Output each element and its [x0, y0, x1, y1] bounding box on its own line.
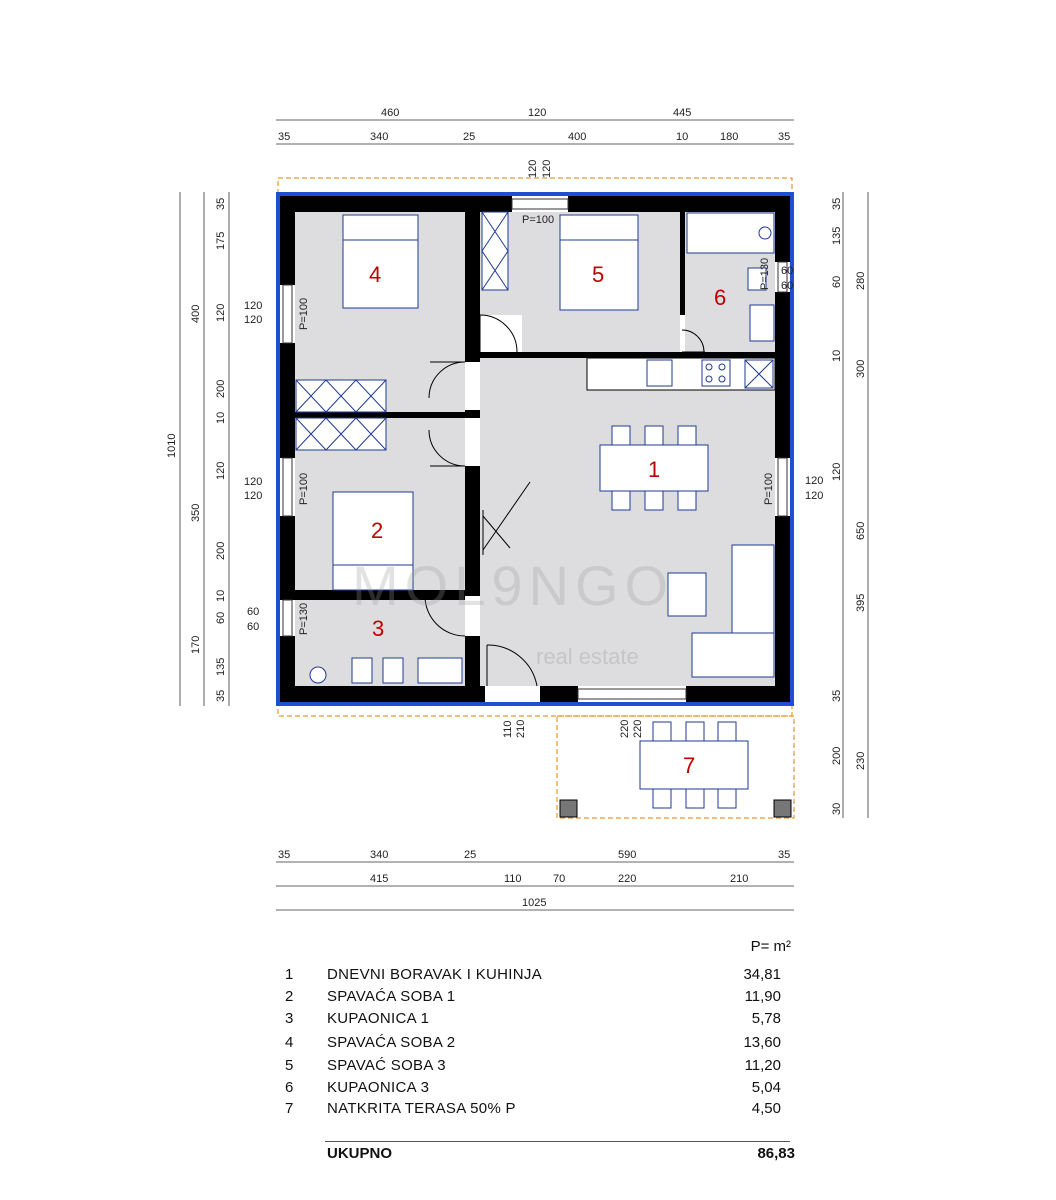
legend-room-number: 5 — [285, 1057, 294, 1074]
room-number-7: 7 — [683, 753, 696, 778]
svg-text:35: 35 — [778, 849, 791, 861]
svg-text:135: 135 — [215, 657, 227, 676]
terrace — [557, 716, 794, 818]
legend-room-number: 1 — [285, 966, 294, 983]
total-divider — [325, 1141, 790, 1142]
svg-text:415: 415 — [370, 873, 389, 885]
legend-room-number: 4 — [285, 1034, 294, 1051]
legend-room-name: SPAVAĆ SOBA 3 — [327, 1057, 446, 1074]
svg-text:1025: 1025 — [522, 897, 547, 909]
watermark-sub: real estate — [536, 644, 639, 669]
legend-room-area: 11,20 — [744, 1057, 781, 1074]
svg-text:120: 120 — [527, 159, 539, 178]
svg-text:60: 60 — [215, 611, 227, 624]
svg-text:340: 340 — [370, 849, 389, 861]
legend-row — [285, 1034, 795, 1056]
room-number-2: 2 — [371, 518, 384, 543]
room-number-4: 4 — [369, 262, 382, 287]
svg-text:P=100: P=100 — [522, 214, 555, 226]
svg-text:230: 230 — [855, 751, 867, 770]
legend-room-area: 5,04 — [751, 1079, 781, 1096]
legend-room-name: SPAVAĆA SOBA 1 — [327, 988, 456, 1005]
svg-text:P=130: P=130 — [759, 257, 771, 290]
svg-text:P=100: P=100 — [763, 472, 775, 505]
total-value: 86,83 — [757, 1145, 795, 1162]
svg-text:650: 650 — [855, 521, 867, 540]
svg-text:35: 35 — [278, 131, 291, 143]
svg-text:35: 35 — [831, 689, 843, 702]
legend-room-name: KUPAONICA 1 — [327, 1010, 430, 1027]
svg-text:60: 60 — [247, 621, 260, 633]
svg-text:460: 460 — [381, 107, 400, 119]
svg-text:200: 200 — [831, 746, 843, 765]
legend-room-area: 5,78 — [751, 1010, 781, 1027]
svg-text:35: 35 — [831, 197, 843, 210]
legend-room-area: 11,90 — [744, 988, 781, 1005]
legend-room-area: 4,50 — [751, 1100, 781, 1117]
legend-row — [285, 966, 795, 988]
svg-text:120: 120 — [528, 107, 547, 119]
legend-room-number: 2 — [285, 988, 294, 1005]
area-legend — [285, 938, 805, 1168]
svg-text:120: 120 — [244, 314, 263, 326]
legend-room-number: 3 — [285, 1010, 294, 1027]
legend-room-area: 34,81 — [743, 966, 781, 983]
svg-text:180: 180 — [720, 131, 739, 143]
legend-room-number: 6 — [285, 1079, 294, 1096]
room-number-5: 5 — [592, 262, 605, 287]
svg-text:280: 280 — [855, 271, 867, 290]
svg-text:220: 220 — [618, 873, 637, 885]
svg-text:120: 120 — [244, 300, 263, 312]
svg-text:135: 135 — [831, 226, 843, 245]
svg-text:120: 120 — [215, 303, 227, 322]
legend-row — [285, 1100, 795, 1122]
svg-text:60: 60 — [247, 606, 260, 618]
svg-text:220: 220 — [632, 719, 644, 738]
svg-text:120: 120 — [805, 475, 824, 487]
svg-text:120: 120 — [541, 159, 553, 178]
svg-text:400: 400 — [568, 131, 587, 143]
svg-text:10: 10 — [215, 411, 227, 424]
svg-text:110: 110 — [502, 720, 514, 738]
svg-text:P=100: P=100 — [298, 297, 310, 330]
legend-room-name: KUPAONICA 3 — [327, 1079, 430, 1096]
svg-text:175: 175 — [215, 231, 227, 250]
legend-row — [285, 1079, 795, 1101]
svg-text:120: 120 — [244, 476, 263, 488]
svg-text:210: 210 — [515, 719, 527, 738]
svg-text:1010: 1010 — [166, 433, 178, 458]
kitchen — [647, 360, 773, 388]
room-number-6: 6 — [714, 285, 727, 310]
legend-room-name: DNEVNI BORAVAK I KUHINJA — [327, 966, 543, 983]
svg-text:210: 210 — [730, 873, 749, 885]
svg-text:P=130: P=130 — [298, 602, 310, 635]
legend-row — [285, 988, 795, 1010]
svg-text:25: 25 — [464, 849, 477, 861]
svg-text:170: 170 — [190, 635, 202, 654]
svg-text:395: 395 — [855, 593, 867, 612]
legend-room-area: 13,60 — [743, 1034, 781, 1051]
legend-room-name: NATKRITA TERASA 50% P — [327, 1100, 516, 1117]
svg-text:60: 60 — [781, 265, 794, 277]
total-row — [327, 1145, 795, 1162]
legend-room-name: SPAVAĆA SOBA 2 — [327, 1034, 456, 1051]
svg-text:10: 10 — [676, 131, 689, 143]
svg-text:35: 35 — [215, 689, 227, 702]
svg-text:35: 35 — [778, 131, 791, 143]
svg-text:220: 220 — [619, 719, 631, 738]
svg-text:445: 445 — [673, 107, 692, 119]
svg-text:35: 35 — [215, 197, 227, 210]
svg-text:35: 35 — [278, 849, 291, 861]
total-label: UKUPNO — [327, 1145, 393, 1162]
svg-text:30: 30 — [831, 802, 843, 815]
svg-text:590: 590 — [618, 849, 637, 861]
svg-text:340: 340 — [370, 131, 389, 143]
svg-text:P=100: P=100 — [298, 472, 310, 505]
svg-text:120: 120 — [805, 490, 824, 502]
room-number-1: 1 — [648, 457, 661, 482]
svg-text:200: 200 — [215, 541, 227, 560]
svg-text:60: 60 — [781, 280, 794, 292]
svg-text:350: 350 — [190, 503, 202, 522]
svg-text:120: 120 — [831, 462, 843, 481]
legend-row — [285, 1010, 795, 1032]
svg-text:400: 400 — [190, 304, 202, 323]
watermark: MOL9NGO — [352, 554, 675, 617]
svg-text:200: 200 — [215, 379, 227, 398]
svg-text:70: 70 — [553, 873, 566, 885]
svg-text:10: 10 — [215, 589, 227, 602]
svg-text:25: 25 — [463, 131, 476, 143]
room-number-3: 3 — [372, 616, 385, 641]
svg-text:120: 120 — [215, 461, 227, 480]
svg-text:120: 120 — [244, 490, 263, 502]
svg-text:10: 10 — [831, 349, 843, 362]
svg-text:60: 60 — [831, 275, 843, 288]
legend-row — [285, 1057, 795, 1079]
legend-room-number: 7 — [285, 1100, 294, 1117]
area-unit: P= m² — [750, 938, 791, 955]
svg-text:110: 110 — [504, 873, 522, 885]
svg-text:300: 300 — [855, 359, 867, 378]
